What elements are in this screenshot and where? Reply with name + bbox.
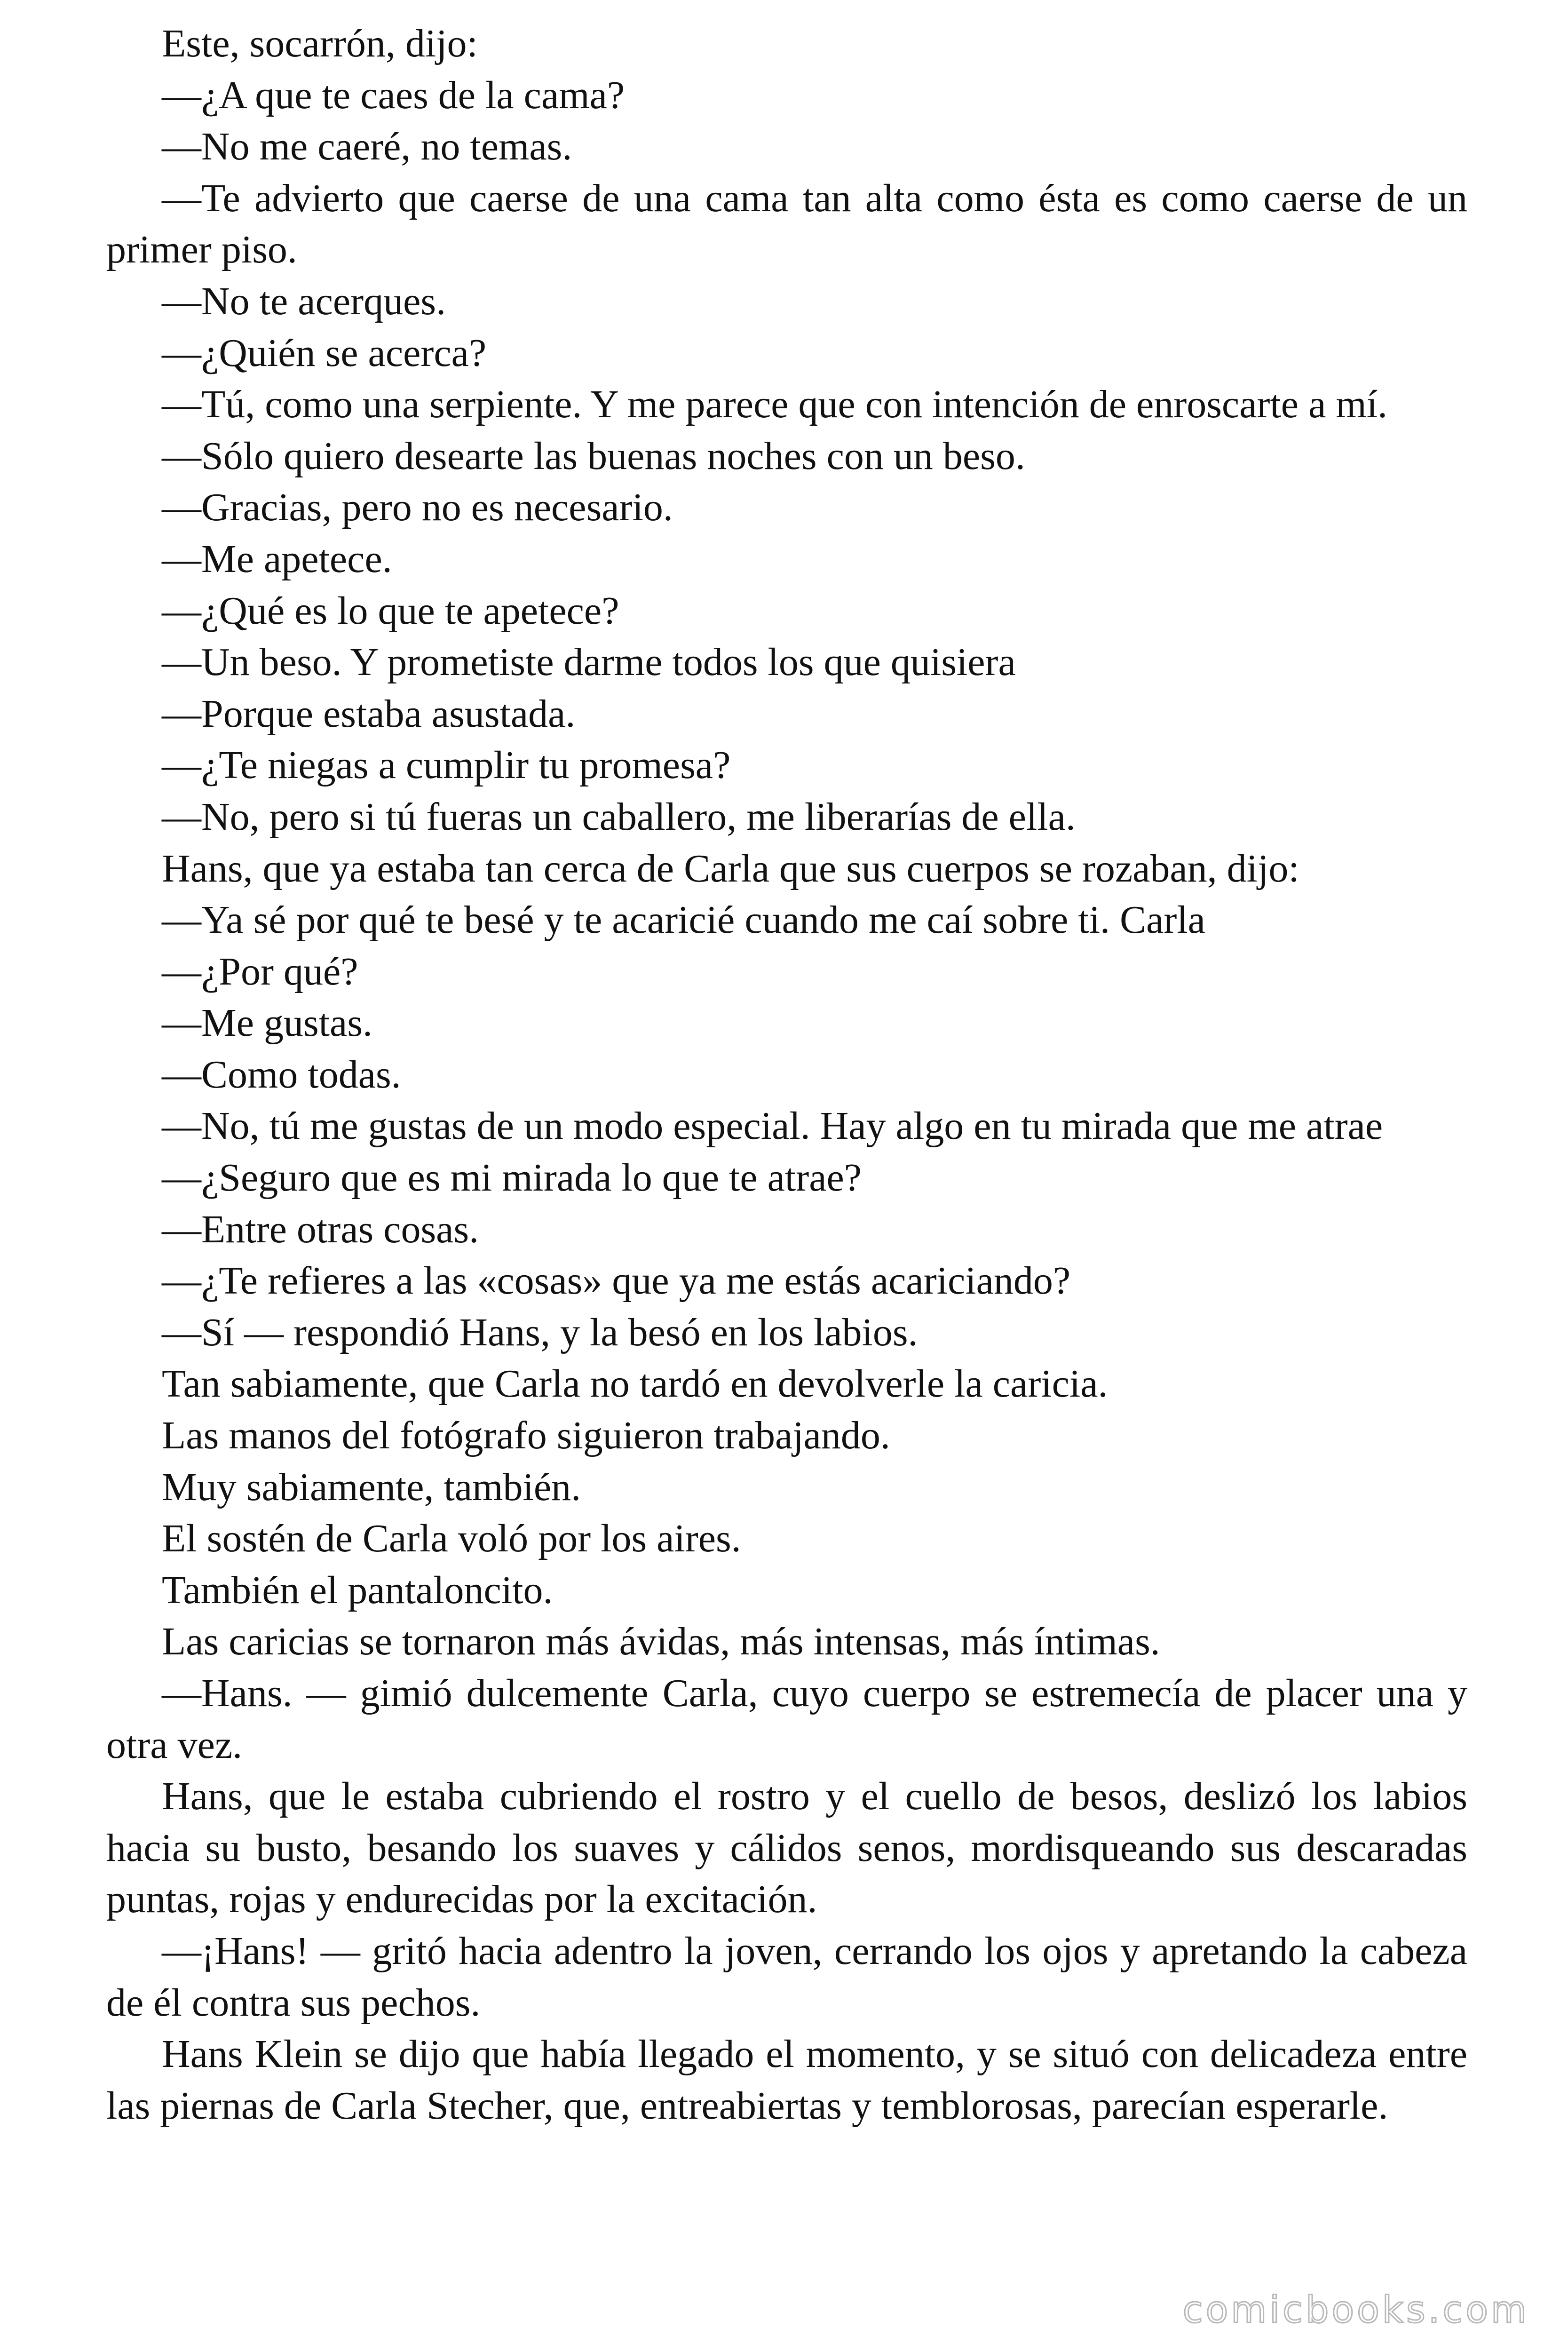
paragraph: —No te acerques. — [162, 279, 446, 323]
paragraph: —¿Qué es lo que te apetece? — [162, 588, 619, 633]
paragraph: —Porque estaba asustada. — [162, 691, 576, 736]
paragraph: —No me caeré, no temas. — [162, 125, 572, 169]
paragraph: Las caricias se tornaron más ávidas, más intensas, más íntimas. — [162, 1620, 1160, 1664]
paragraph: —¿Te refieres a las «cosas» que ya me estás acariciando? — [162, 1259, 1071, 1303]
paragraph: —Me gustas. — [162, 1001, 372, 1045]
paragraph: —Tú, como una serpiente. Y me parece que con intención de enroscarte a mí. — [162, 382, 1388, 427]
book-page — [106, 18, 1467, 2131]
paragraph: Este, socarrón, dijo: — [162, 22, 478, 65]
paragraph: —Te advierto que caerse de una cama tan alta como ésta es como caerse de un primer piso. — [106, 176, 1467, 272]
paragraph: —¿Por qué? — [162, 949, 358, 993]
paragraph: —Me apetece. — [162, 537, 392, 581]
paragraph: —No, pero si tú fueras un caballero, me liberarías de ella. — [162, 795, 1076, 839]
paragraph: —Ya sé por qué te besé y te acaricié cuando me caí sobre ti. Carla — [162, 898, 1205, 942]
paragraph: Hans, que le estaba cubriendo el rostro y el cuello de besos, deslizó los labios hacia su busto, besando los suaves y cálidos senos, mordisqueando sus descaradas puntas, rojas y endurecidas por la excitación. — [106, 1774, 1467, 1922]
paragraph: —Gracias, pero no es necesario. — [162, 485, 673, 530]
paragraph: —¿A que te caes de la cama? — [162, 73, 625, 117]
paragraph: —Un beso. Y prometiste darme todos los que quisiera — [162, 640, 1016, 684]
paragraph: —¡Hans! — gritó hacia adentro la joven, cerrando los ojos y apretando la cabeza de él contra sus pechos. — [106, 1929, 1467, 2025]
paragraph: —¿Te niegas a cumplir tu promesa? — [162, 743, 731, 787]
paragraph: Hans, que ya estaba tan cerca de Carla que sus cuerpos se rozaban, dijo: — [162, 846, 1299, 890]
watermark: comicbooks.com — [1182, 2289, 1529, 2331]
paragraph: Muy sabiamente, también. — [162, 1465, 581, 1509]
paragraph: —¿Quién se acerca? — [162, 331, 487, 375]
paragraph: —Como todas. — [162, 1052, 401, 1097]
paragraph: —¿Seguro que es mi mirada lo que te atrae? — [162, 1156, 862, 1200]
paragraph: Tan sabiamente, que Carla no tardó en devolverle la caricia. — [162, 1362, 1108, 1406]
paragraph: —Entre otras cosas. — [162, 1207, 479, 1251]
paragraph: También el pantaloncito. — [162, 1568, 553, 1612]
paragraph: Las manos del fotógrafo siguieron trabajando. — [162, 1414, 890, 1458]
paragraph: Hans Klein se dijo que había llegado el momento, y se situó con delicadeza entre las piernas de Carla Stecher, que, entreabiertas y temblorosas, parecían esperarle. — [106, 2032, 1467, 2128]
paragraph: —Sí — respondió Hans, y la besó en los labios. — [162, 1310, 918, 1354]
paragraph: —Sólo quiero desearte las buenas noches con un beso. — [162, 434, 1025, 478]
paragraph: —Hans. — gimió dulcemente Carla, cuyo cuerpo se estremecía de placer una y otra vez. — [106, 1671, 1467, 1767]
paragraph: El sostén de Carla voló por los aires. — [162, 1517, 741, 1561]
paragraph: —No, tú me gustas de un modo especial. Hay algo en tu mirada que me atrae — [162, 1104, 1383, 1148]
